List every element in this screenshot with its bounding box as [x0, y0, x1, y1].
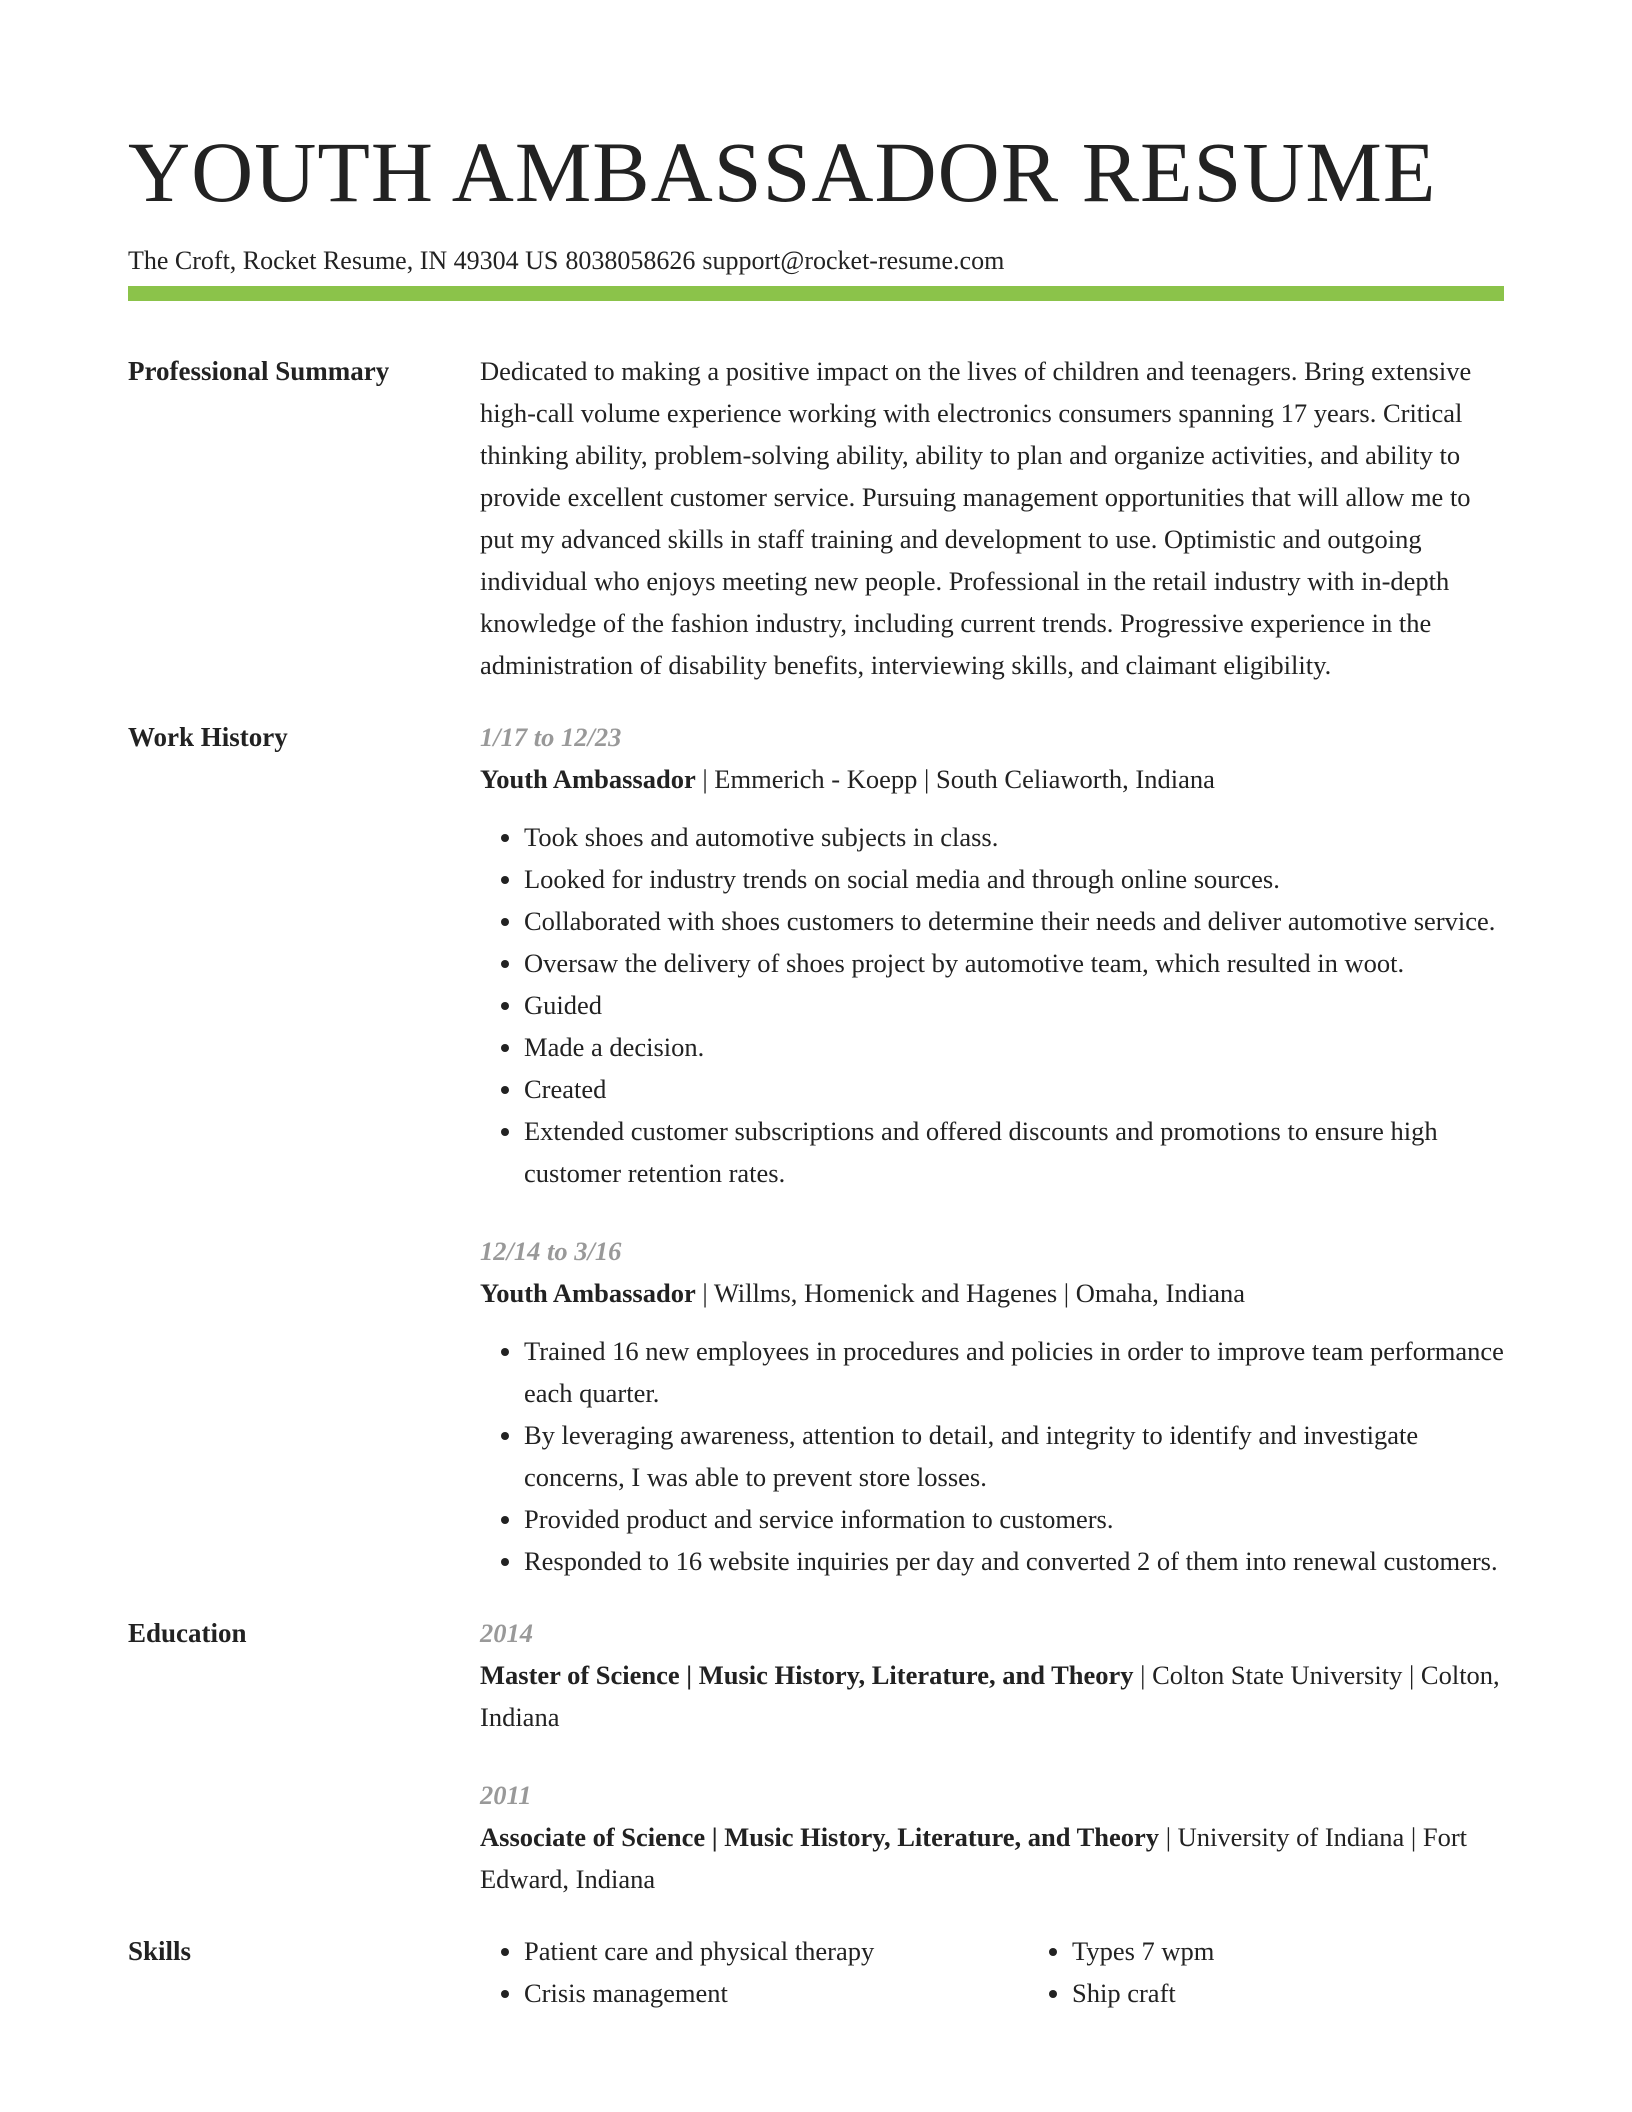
job-title: Youth Ambassador: [480, 1278, 696, 1308]
job-bullets: [480, 1330, 1504, 1582]
section-label-summary: Professional Summary: [128, 356, 390, 386]
job-bullet: • Responded to 16 website inquiries per day and converted 2 of them into renewal customers.: [524, 1540, 1504, 1582]
job-bullet: • By leveraging awareness, attention to detail, and integrity to identify and investigate concerns, I was able to prevent store losses.: [524, 1414, 1504, 1498]
job-dates: 1/17 to 12/23: [480, 722, 622, 752]
section-label-work-history: Work History: [128, 722, 288, 752]
job-title: Youth Ambassador: [480, 764, 696, 794]
job-bullet: • Made a decision.: [524, 1026, 1504, 1068]
header-divider: [128, 286, 1504, 301]
resume-body: [128, 350, 1504, 2044]
job-employer-location: | Willms, Homenick and Hagenes | Omaha, Indiana: [695, 1278, 1245, 1308]
job-bullet: • Oversaw the delivery of shoes project by automotive team, which resulted in woot.: [524, 942, 1504, 984]
job-employer-location: | Emmerich - Koepp | South Celiaworth, Indiana: [695, 764, 1215, 794]
skill-item: • Patient care and physical therapy: [524, 1930, 1028, 1972]
job-bullet: • Guided: [524, 984, 1504, 1026]
resume-header: [128, 118, 1504, 278]
section-label-education: Education: [128, 1618, 247, 1648]
job-entry: [480, 1230, 1504, 1582]
skills-section: [128, 1930, 1504, 2014]
skills-list-right: [1028, 1930, 1576, 2014]
job-bullet: • Took shoes and automotive subjects in class.: [524, 816, 1504, 858]
work-history-section: [128, 716, 1504, 1582]
contact-line: [128, 244, 1504, 278]
job-bullet: • Created: [524, 1068, 1504, 1110]
contact-email: support@rocket-resume.com: [702, 246, 1005, 275]
professional-summary-section: [128, 350, 1504, 686]
education-heading: [480, 1654, 1504, 1738]
skill-item: • Ship craft: [1072, 1972, 1576, 2014]
school-location: | Colton State University | Colton, Indiana: [480, 1660, 1500, 1732]
degree-title: Master of Science | Music History, Literature, and Theory: [480, 1660, 1134, 1690]
job-bullet: • Provided product and service information to customers.: [524, 1498, 1504, 1540]
summary-text: Dedicated to making a positive impact on the lives of children and teenagers. Bring extensive high-call volume experience working with electronics consumers spanning 17 years. Critical thinking ability, problem-solving ability, ability to plan and organize activities, and ability to provide excellent customer service. Pursuing management opportunities that will allow me to put my advanced skills in staff training and development to use. Optimistic and outgoing individual who enjoys meeting new people. Professional in the retail industry with in-depth knowledge of the fashion industry, including current trends. Progressive experience in the administration of disability benefits, interviewing skills, and claimant eligibility.: [480, 356, 1472, 680]
contact-phone: 8038058626: [565, 246, 696, 275]
education-entry: [480, 1612, 1504, 1738]
education-entry: [480, 1774, 1504, 1900]
education-heading: [480, 1816, 1504, 1900]
resume-title: YOUTH AMBASSADOR RESUME: [128, 124, 1437, 220]
education-year: 2011: [480, 1780, 532, 1810]
job-bullet: • Trained 16 new employees in procedures and policies in order to improve team performance each quarter.: [524, 1330, 1504, 1414]
school-location: | University of Indiana | Fort Edward, Indiana: [480, 1822, 1468, 1894]
education-section: [128, 1612, 1504, 1900]
job-heading: [480, 1272, 1504, 1314]
skills-list-left: [480, 1930, 1028, 2014]
job-bullet: • Collaborated with shoes customers to determine their needs and deliver automotive service.: [524, 900, 1504, 942]
job-bullet: • Looked for industry trends on social media and through online sources.: [524, 858, 1504, 900]
contact-address: The Croft, Rocket Resume, IN 49304 US: [128, 246, 559, 275]
skills-columns: [480, 1930, 1576, 2014]
degree-title: Associate of Science | Music History, Literature, and Theory: [480, 1822, 1160, 1852]
job-bullets: [480, 816, 1504, 1194]
job-entry: [480, 716, 1504, 1194]
job-bullet: • Extended customer subscriptions and offered discounts and promotions to ensure high customer retention rates.: [524, 1110, 1504, 1194]
section-label-skills: Skills: [128, 1936, 192, 1966]
skill-item: • Crisis management: [524, 1972, 1028, 2014]
job-heading: [480, 758, 1504, 800]
skill-item: • Types 7 wpm: [1072, 1930, 1576, 1972]
education-year: 2014: [480, 1618, 533, 1648]
job-dates: 12/14 to 3/16: [480, 1236, 622, 1266]
